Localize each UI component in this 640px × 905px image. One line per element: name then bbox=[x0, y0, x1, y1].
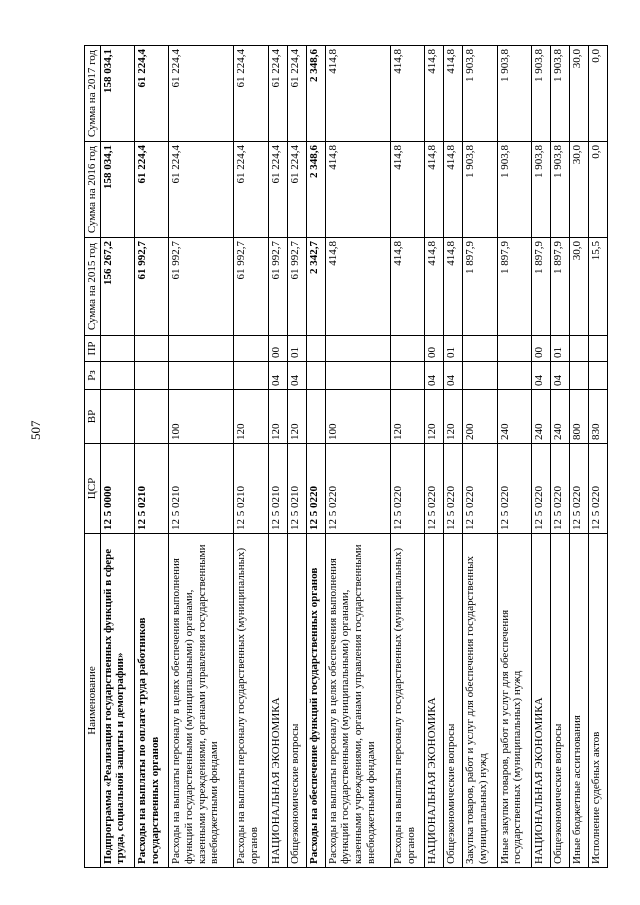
cell-vr: 100 bbox=[169, 390, 234, 444]
cell-sum-2016: 414,8 bbox=[444, 142, 463, 238]
cell-sum-2015: 1 897,9 bbox=[497, 238, 531, 336]
cell-vr bbox=[306, 390, 325, 444]
cell-rz bbox=[306, 362, 325, 390]
cell-sum-2017: 414,8 bbox=[325, 46, 390, 142]
cell-csr: 12 5 0210 bbox=[287, 444, 306, 534]
header-sum-2015: Сумма на 2015 год bbox=[85, 238, 101, 336]
cell-sum-2016: 30,0 bbox=[569, 142, 588, 238]
cell-sum-2017: 414,8 bbox=[444, 46, 463, 142]
cell-name: НАЦИОНАЛЬНАЯ ЭКОНОМИКА bbox=[425, 534, 444, 868]
cell-sum-2016: 1 903,8 bbox=[550, 142, 569, 238]
cell-sum-2017: 30,0 bbox=[569, 46, 588, 142]
cell-rz: 04 bbox=[444, 362, 463, 390]
header-name: Наименование bbox=[85, 534, 101, 868]
cell-rz bbox=[100, 362, 134, 390]
cell-rz: 04 bbox=[425, 362, 444, 390]
header-csr: ЦСР bbox=[85, 444, 101, 534]
cell-name: Исполнение судебных актов bbox=[588, 534, 607, 868]
table-row bbox=[390, 46, 424, 868]
cell-csr: 12 5 0220 bbox=[569, 444, 588, 534]
cell-name: Иные закупки товаров, работ и услуг для обеспечения государственных (муниципальных) нужд bbox=[497, 534, 531, 868]
cell-sum-2016: 61 224,4 bbox=[135, 142, 169, 238]
cell-sum-2017: 1 903,8 bbox=[550, 46, 569, 142]
cell-csr: 12 5 0210 bbox=[268, 444, 287, 534]
rotated-table-container bbox=[84, 46, 608, 868]
cell-pr bbox=[497, 336, 531, 362]
cell-csr: 12 5 0220 bbox=[531, 444, 550, 534]
cell-sum-2016: 414,8 bbox=[425, 142, 444, 238]
cell-sum-2016: 61 224,4 bbox=[268, 142, 287, 238]
cell-sum-2015: 15,5 bbox=[588, 238, 607, 336]
cell-sum-2016: 1 903,8 bbox=[497, 142, 531, 238]
cell-sum-2016: 414,8 bbox=[390, 142, 424, 238]
cell-csr: 12 5 0220 bbox=[588, 444, 607, 534]
cell-csr: 12 5 0220 bbox=[463, 444, 497, 534]
cell-vr: 120 bbox=[425, 390, 444, 444]
cell-sum-2017: 2 348,6 bbox=[306, 46, 325, 142]
cell-name: НАЦИОНАЛЬНАЯ ЭКОНОМИКА bbox=[531, 534, 550, 868]
cell-rz bbox=[169, 362, 234, 390]
cell-sum-2016: 61 224,4 bbox=[287, 142, 306, 238]
cell-sum-2017: 61 224,4 bbox=[234, 46, 268, 142]
cell-sum-2017: 61 224,4 bbox=[169, 46, 234, 142]
cell-pr bbox=[234, 336, 268, 362]
cell-rz bbox=[234, 362, 268, 390]
cell-pr bbox=[588, 336, 607, 362]
cell-csr: 12 5 0220 bbox=[497, 444, 531, 534]
table-row bbox=[444, 46, 463, 868]
cell-vr: 120 bbox=[287, 390, 306, 444]
cell-rz bbox=[325, 362, 390, 390]
cell-sum-2015: 30,0 bbox=[569, 238, 588, 336]
cell-name: Общеэкономические вопросы bbox=[287, 534, 306, 868]
cell-vr: 120 bbox=[444, 390, 463, 444]
cell-rz bbox=[497, 362, 531, 390]
cell-sum-2016: 2 348,6 bbox=[306, 142, 325, 238]
cell-sum-2017: 158 034,1 bbox=[100, 46, 134, 142]
cell-name: Расходы на выплаты по оплате труда работников государственных органов bbox=[135, 534, 169, 868]
cell-name: Подпрограмма «Реализация государственных функций в сфере труда, социальной защиты и демографии» bbox=[100, 534, 134, 868]
cell-sum-2015: 414,8 bbox=[444, 238, 463, 336]
cell-sum-2017: 61 224,4 bbox=[287, 46, 306, 142]
table-row bbox=[325, 46, 390, 868]
cell-vr: 120 bbox=[390, 390, 424, 444]
cell-vr: 200 bbox=[463, 390, 497, 444]
cell-sum-2016: 61 224,4 bbox=[234, 142, 268, 238]
header-pr: ПР bbox=[85, 336, 101, 362]
cell-csr: 12 5 0220 bbox=[325, 444, 390, 534]
cell-sum-2015: 61 992,7 bbox=[287, 238, 306, 336]
cell-pr: 00 bbox=[531, 336, 550, 362]
cell-pr bbox=[135, 336, 169, 362]
cell-sum-2015: 61 992,7 bbox=[169, 238, 234, 336]
table-row bbox=[425, 46, 444, 868]
cell-pr bbox=[390, 336, 424, 362]
table-row bbox=[497, 46, 531, 868]
header-sum-2017: Сумма на 2017 год bbox=[85, 46, 101, 142]
cell-sum-2016: 0,0 bbox=[588, 142, 607, 238]
cell-sum-2016: 1 903,8 bbox=[531, 142, 550, 238]
cell-sum-2017: 1 903,8 bbox=[497, 46, 531, 142]
cell-name: Расходы на выплаты персоналу в целях обеспечения выполнения функций государственными (муниципальными) органами, казенными учреждениями, органами управления государственными внебюджетными фондами bbox=[325, 534, 390, 868]
cell-sum-2017: 414,8 bbox=[425, 46, 444, 142]
cell-sum-2016: 1 903,8 bbox=[463, 142, 497, 238]
cell-csr: 12 5 0210 bbox=[135, 444, 169, 534]
table-body bbox=[100, 46, 607, 868]
cell-vr bbox=[135, 390, 169, 444]
cell-rz: 04 bbox=[268, 362, 287, 390]
cell-csr: 12 5 0220 bbox=[390, 444, 424, 534]
cell-csr: 12 5 0000 bbox=[100, 444, 134, 534]
cell-sum-2015: 414,8 bbox=[390, 238, 424, 336]
header-vr: ВР bbox=[85, 390, 101, 444]
cell-pr bbox=[569, 336, 588, 362]
cell-pr bbox=[306, 336, 325, 362]
cell-name: Общеэкономические вопросы bbox=[550, 534, 569, 868]
cell-name: Закупка товаров, работ и услуг для обеспечения государственных (муниципальных) нужд bbox=[463, 534, 497, 868]
table-row bbox=[588, 46, 607, 868]
cell-sum-2015: 61 992,7 bbox=[234, 238, 268, 336]
header-sum-2016: Сумма на 2016 год bbox=[85, 142, 101, 238]
cell-rz bbox=[569, 362, 588, 390]
cell-sum-2016: 414,8 bbox=[325, 142, 390, 238]
table-row bbox=[463, 46, 497, 868]
table-row bbox=[531, 46, 550, 868]
cell-rz bbox=[463, 362, 497, 390]
cell-csr: 12 5 0220 bbox=[444, 444, 463, 534]
cell-name: Расходы на выплаты персоналу государственных (муниципальных) органов bbox=[234, 534, 268, 868]
cell-sum-2015: 2 342,7 bbox=[306, 238, 325, 336]
cell-sum-2017: 61 224,4 bbox=[268, 46, 287, 142]
cell-pr bbox=[100, 336, 134, 362]
cell-vr: 120 bbox=[234, 390, 268, 444]
cell-sum-2015: 156 267,2 bbox=[100, 238, 134, 336]
table-row bbox=[306, 46, 325, 868]
cell-pr bbox=[463, 336, 497, 362]
cell-sum-2016: 158 034,1 bbox=[100, 142, 134, 238]
cell-sum-2017: 1 903,8 bbox=[463, 46, 497, 142]
cell-pr: 01 bbox=[550, 336, 569, 362]
cell-sum-2017: 414,8 bbox=[390, 46, 424, 142]
cell-name: НАЦИОНАЛЬНАЯ ЭКОНОМИКА bbox=[268, 534, 287, 868]
cell-csr: 12 5 0220 bbox=[306, 444, 325, 534]
cell-csr: 12 5 0220 bbox=[550, 444, 569, 534]
cell-name: Общеэкономические вопросы bbox=[444, 534, 463, 868]
cell-sum-2015: 1 897,9 bbox=[531, 238, 550, 336]
cell-name: Расходы на выплаты персоналу в целях обеспечения выполнения функций государственными (муниципальными) органами, казенными учреждениями, органами управления государственными внебюджетными фондами bbox=[169, 534, 234, 868]
table-row bbox=[169, 46, 234, 868]
cell-sum-2017: 61 224,4 bbox=[135, 46, 169, 142]
cell-rz: 04 bbox=[531, 362, 550, 390]
cell-pr: 00 bbox=[425, 336, 444, 362]
cell-csr: 12 5 0210 bbox=[234, 444, 268, 534]
cell-sum-2015: 414,8 bbox=[425, 238, 444, 336]
cell-pr bbox=[325, 336, 390, 362]
cell-name: Расходы на обеспечение функций государственных органов bbox=[306, 534, 325, 868]
cell-vr: 800 bbox=[569, 390, 588, 444]
cell-pr: 01 bbox=[287, 336, 306, 362]
cell-csr: 12 5 0220 bbox=[425, 444, 444, 534]
table-row bbox=[135, 46, 169, 868]
cell-rz: 04 bbox=[287, 362, 306, 390]
cell-csr: 12 5 0210 bbox=[169, 444, 234, 534]
cell-vr: 240 bbox=[531, 390, 550, 444]
cell-name: Иные бюджетные ассигнования bbox=[569, 534, 588, 868]
cell-vr: 120 bbox=[268, 390, 287, 444]
cell-sum-2015: 414,8 bbox=[325, 238, 390, 336]
cell-rz bbox=[390, 362, 424, 390]
cell-pr bbox=[169, 336, 234, 362]
cell-rz bbox=[588, 362, 607, 390]
table-row bbox=[550, 46, 569, 868]
cell-sum-2017: 0,0 bbox=[588, 46, 607, 142]
cell-vr: 100 bbox=[325, 390, 390, 444]
cell-sum-2015: 1 897,9 bbox=[463, 238, 497, 336]
cell-sum-2015: 61 992,7 bbox=[268, 238, 287, 336]
cell-vr bbox=[100, 390, 134, 444]
cell-vr: 240 bbox=[497, 390, 531, 444]
table-row bbox=[234, 46, 268, 868]
table-row bbox=[268, 46, 287, 868]
cell-sum-2016: 61 224,4 bbox=[169, 142, 234, 238]
table-row bbox=[287, 46, 306, 868]
cell-name: Расходы на выплаты персоналу государственных (муниципальных) органов bbox=[390, 534, 424, 868]
budget-table bbox=[84, 45, 608, 868]
cell-sum-2015: 61 992,7 bbox=[135, 238, 169, 336]
cell-vr: 240 bbox=[550, 390, 569, 444]
cell-pr: 00 bbox=[268, 336, 287, 362]
cell-sum-2015: 1 897,9 bbox=[550, 238, 569, 336]
cell-rz: 04 bbox=[550, 362, 569, 390]
table-row bbox=[569, 46, 588, 868]
cell-rz bbox=[135, 362, 169, 390]
cell-pr: 01 bbox=[444, 336, 463, 362]
cell-sum-2017: 1 903,8 bbox=[531, 46, 550, 142]
table-row bbox=[100, 46, 134, 868]
header-rz: Рз bbox=[85, 362, 101, 390]
cell-vr: 830 bbox=[588, 390, 607, 444]
page-number: 507 bbox=[28, 420, 43, 440]
header-row bbox=[85, 46, 101, 868]
